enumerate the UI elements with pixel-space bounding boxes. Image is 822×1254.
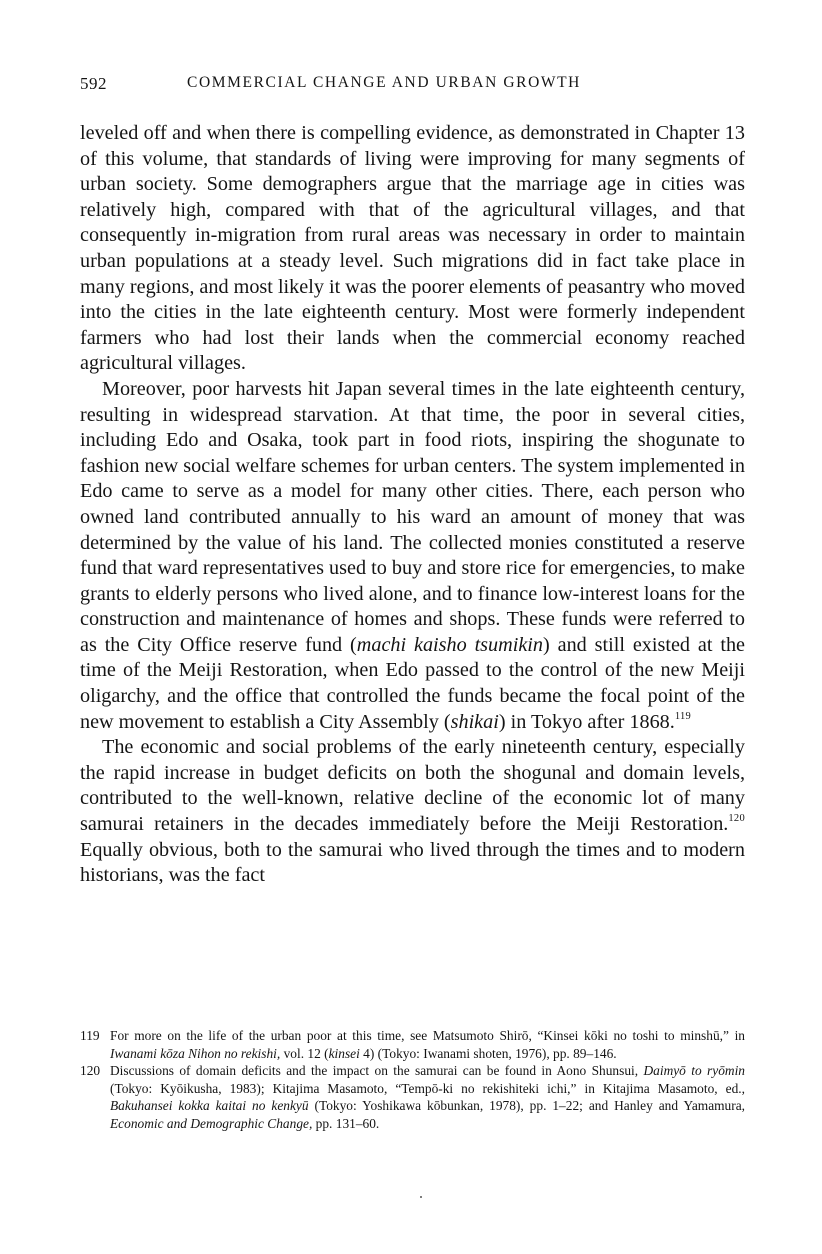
paragraph-2 xyxy=(80,377,745,735)
footnotes xyxy=(80,1027,745,1132)
footnote-120 xyxy=(80,1062,745,1132)
footnote-text: (Tokyo: Yoshikawa kōbunkan, 1978), pp. 1–22; and Hanley and Yamamura, xyxy=(308,1098,746,1113)
bottom-dot xyxy=(420,1196,422,1198)
footnote-ref-120: 120 xyxy=(728,813,745,825)
footnote-text: For more on the life of the urban poor at this time, see Matsumoto Shirō, “Kinsei kōki no toshi to minshū,” in xyxy=(110,1028,745,1043)
footnote-italic-term: kinsei xyxy=(328,1045,360,1061)
paragraph-3 xyxy=(80,735,745,889)
footnote-italic-title: Bakuhansei kokka kaitai no kenkyū xyxy=(110,1098,309,1113)
term-machi-kaisho-tsumikin: machi kaisho tsumikin xyxy=(356,633,543,656)
body-text xyxy=(80,121,745,889)
footnote-number: 120 xyxy=(80,1063,101,1078)
paragraph-1: leveled off and when there is compelling evidence, as demonstrated in Chapter 13 of this volume, that standards of living were improving for many segments of urban society. Some demographers argue that the marriage age in cities was relatively high, compared with that of the agricultural villages, and that consequently in-migration from rural areas was necessary in order to maintain urban populations at a steady level. Such migrations did in fact take place in many regions, and most likely it was the poorer elements of peasantry who moved into the cities in the late eighteenth century. Most were formerly independent farmers who had lost their lands when the commercial economy reached agricultural villages. xyxy=(80,122,745,375)
paragraph-3-text-a: The economic and social problems of the early nineteenth century, especially the rapid increase in budget deficits on both the shogunal and domain levels, contributed to the well-known, relative decline of the economic lot of many samurai retainers in the decades immediately before the Meiji Restoration. xyxy=(80,736,745,836)
footnote-119 xyxy=(80,1027,745,1062)
paragraph-2-text-c: ) in Tokyo after 1868. xyxy=(498,710,675,733)
footnote-text: pp. 131–60. xyxy=(312,1115,380,1131)
page-header xyxy=(80,74,745,98)
running-head: COMMERCIAL CHANGE AND URBAN GROWTH xyxy=(187,74,581,91)
page-number: 592 xyxy=(80,74,107,93)
paragraph-2-text-a: Moreover, poor harvests hit Japan several times in the late eighteenth century, resulting in widespread starvation. At that time, the poor in several cities, including Edo and Osaka, took part in food riots, inspiring the shogunate to fashion new social welfare schemes for urban centers. The system implemented in Edo came to serve as a model for many other cities. There, each person who owned land contributed annually to his ward an amount of money that was determined by the value of his land. The collected monies constituted a reserve fund that ward representatives used to buy and store rice for emergencies, to make grants to elderly persons who lived alone, and to finance low-interest loans for the construction and maintenance of homes and shops. These funds were referred to as the City Office reserve fund ( xyxy=(80,377,745,656)
footnote-italic-title: Economic and Demographic Change, xyxy=(110,1115,313,1131)
footnote-text: Discussions of domain deficits and the impact on the samurai can be found in Aono Shunsui, xyxy=(110,1063,644,1078)
footnote-text: 4) (Tokyo: Iwanami shoten, 1976), pp. 89–146. xyxy=(359,1045,617,1061)
term-shikai: shikai xyxy=(450,710,499,733)
footnote-ref-119: 119 xyxy=(674,710,692,722)
paragraph-2-text-b: ) and still existed at the time of the Meiji Restoration, when Edo passed to the control of the new Meiji oligarchy, and the office that controlled the funds became the focal point of the new movement to establish a City Assembly ( xyxy=(80,633,746,733)
footnote-italic-title: Iwanami kōza Nihon no rekishi, xyxy=(110,1045,281,1061)
footnote-text: vol. 12 ( xyxy=(280,1045,329,1061)
footnote-italic-title: Daimyō to ryōmin xyxy=(643,1063,745,1078)
footnote-number: 119 xyxy=(80,1028,100,1043)
paragraph-3-text-b: Equally obvious, both to the samurai who lived through the times and to modern historians, was the fact xyxy=(80,838,745,887)
footnote-text: (Tokyo: Kyōikusha, 1983); Kitajima Masamoto, “Tempō-ki no rekishiteki ichi,” in Kitajima Masamoto, ed., xyxy=(110,1080,745,1096)
